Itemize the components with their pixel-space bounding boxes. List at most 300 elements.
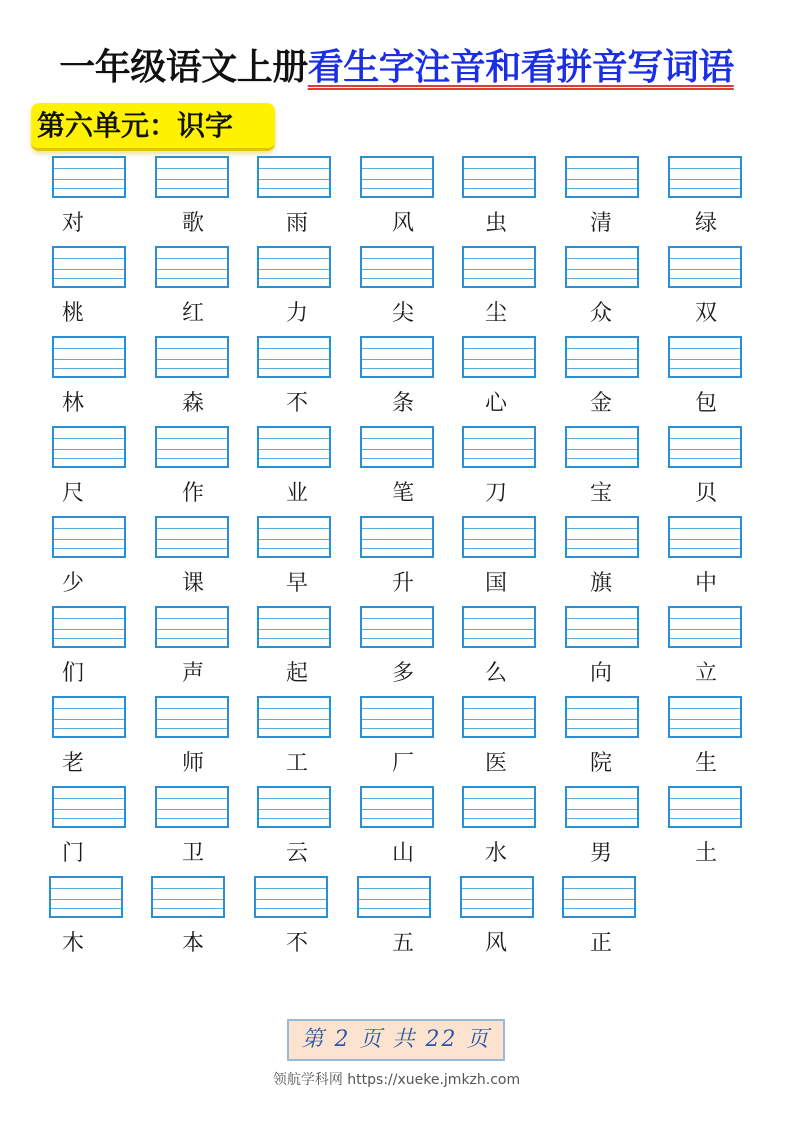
pinyin-box[interactable] xyxy=(357,876,431,918)
pinyin-box[interactable] xyxy=(565,786,639,828)
hanzi-character: 国 xyxy=(484,571,507,596)
pinyin-box[interactable] xyxy=(462,606,536,648)
pinyin-guide-line xyxy=(567,548,637,549)
title-task-part: 看生字注音和看拼音写词语 xyxy=(307,47,734,88)
pinyin-guide-line xyxy=(567,629,637,630)
pinyin-box[interactable] xyxy=(254,876,328,918)
pinyin-guide-line xyxy=(564,888,634,889)
hanzi-character: 作 xyxy=(181,481,204,506)
pinyin-box[interactable] xyxy=(668,246,742,288)
pinyin-guide-line xyxy=(362,638,432,639)
pinyin-box[interactable] xyxy=(151,876,225,918)
hanzi-character: 立 xyxy=(694,661,717,686)
pinyin-guide-line xyxy=(670,449,740,450)
pinyin-guide-line xyxy=(157,359,227,360)
pinyin-guide-line xyxy=(54,368,124,369)
hanzi-character: 风 xyxy=(391,211,414,236)
pinyin-box[interactable] xyxy=(257,246,331,288)
pinyin-guide-line xyxy=(362,809,432,810)
pinyin-guide-line xyxy=(157,719,227,720)
pinyin-guide-line xyxy=(362,629,432,630)
pinyin-box[interactable] xyxy=(360,336,434,378)
pinyin-box[interactable] xyxy=(257,786,331,828)
pinyin-guide-line xyxy=(259,809,329,810)
pinyin-box[interactable] xyxy=(52,336,126,378)
pinyin-guide-line xyxy=(362,618,432,619)
pinyin-guide-line xyxy=(157,638,227,639)
pinyin-box[interactable] xyxy=(360,156,434,198)
title-grade-part: 一年级语文上册 xyxy=(59,47,308,88)
source-footer: 领航学科网 https://xueke.jmkzh.com xyxy=(272,1072,521,1088)
pinyin-guide-line xyxy=(464,818,534,819)
pinyin-guide-line xyxy=(362,719,432,720)
hanzi-character: 土 xyxy=(694,841,717,866)
hanzi-character: 课 xyxy=(181,571,204,596)
pinyin-guide-line xyxy=(567,348,637,349)
page-indicator: 第 2 页 共 22 页 xyxy=(287,1019,505,1061)
pinyin-guide-line xyxy=(259,798,329,799)
pinyin-guide-line xyxy=(670,638,740,639)
pinyin-guide-line xyxy=(54,638,124,639)
pinyin-guide-line xyxy=(256,908,326,909)
hanzi-character: 生 xyxy=(694,751,717,776)
hanzi-character: 刀 xyxy=(484,481,507,506)
pinyin-guide-line xyxy=(464,359,534,360)
pinyin-box[interactable] xyxy=(565,246,639,288)
pinyin-guide-line xyxy=(670,629,740,630)
pinyin-box[interactable] xyxy=(155,696,229,738)
hanzi-character: 桃 xyxy=(61,301,84,326)
pinyin-guide-line xyxy=(157,348,227,349)
pinyin-box[interactable] xyxy=(462,426,536,468)
pinyin-guide-line xyxy=(259,168,329,169)
pinyin-guide-line xyxy=(54,539,124,540)
hanzi-character: 男 xyxy=(589,841,612,866)
pinyin-guide-line xyxy=(464,629,534,630)
pinyin-guide-line xyxy=(462,888,532,889)
pinyin-box[interactable] xyxy=(49,876,123,918)
pinyin-guide-line xyxy=(54,548,124,549)
hanzi-character: 绿 xyxy=(694,211,717,236)
hanzi-character: 门 xyxy=(61,841,84,866)
pinyin-guide-line xyxy=(567,359,637,360)
pinyin-guide-line xyxy=(670,719,740,720)
pinyin-box[interactable] xyxy=(565,426,639,468)
pinyin-box[interactable] xyxy=(52,246,126,288)
pinyin-guide-line xyxy=(157,449,227,450)
pinyin-guide-line xyxy=(259,449,329,450)
pinyin-guide-line xyxy=(362,458,432,459)
pinyin-guide-line xyxy=(256,899,326,900)
pinyin-box[interactable] xyxy=(668,426,742,468)
pinyin-guide-line xyxy=(54,168,124,169)
pinyin-guide-line xyxy=(54,359,124,360)
pinyin-guide-line xyxy=(259,618,329,619)
hanzi-character: 起 xyxy=(285,661,308,686)
pinyin-guide-line xyxy=(462,899,532,900)
pinyin-guide-line xyxy=(670,728,740,729)
pinyin-box[interactable] xyxy=(52,696,126,738)
pinyin-guide-line xyxy=(567,528,637,529)
pinyin-box[interactable] xyxy=(668,606,742,648)
pinyin-guide-line xyxy=(464,708,534,709)
pinyin-box[interactable] xyxy=(52,606,126,648)
hanzi-character: 金 xyxy=(589,391,612,416)
hanzi-character: 尖 xyxy=(391,301,414,326)
pinyin-guide-line xyxy=(51,908,121,909)
pinyin-guide-line xyxy=(670,798,740,799)
pinyin-guide-line xyxy=(157,179,227,180)
hanzi-character: 卫 xyxy=(181,841,204,866)
pinyin-box[interactable] xyxy=(668,516,742,558)
pinyin-guide-line xyxy=(362,449,432,450)
pinyin-guide-line xyxy=(153,888,223,889)
pinyin-guide-line xyxy=(157,368,227,369)
pinyin-guide-line xyxy=(670,458,740,459)
hanzi-character: 正 xyxy=(589,931,612,956)
pinyin-guide-line xyxy=(359,899,429,900)
hanzi-character: 么 xyxy=(484,661,507,686)
pinyin-guide-line xyxy=(359,908,429,909)
pinyin-guide-line xyxy=(54,798,124,799)
pinyin-box[interactable] xyxy=(668,696,742,738)
pinyin-guide-line xyxy=(362,438,432,439)
pinyin-box[interactable] xyxy=(155,426,229,468)
pinyin-guide-line xyxy=(567,179,637,180)
pinyin-guide-line xyxy=(259,179,329,180)
pinyin-box[interactable] xyxy=(462,246,536,288)
hanzi-character: 众 xyxy=(589,301,612,326)
pinyin-guide-line xyxy=(567,728,637,729)
pinyin-guide-line xyxy=(157,188,227,189)
pinyin-guide-line xyxy=(464,368,534,369)
pinyin-guide-line xyxy=(259,728,329,729)
hanzi-character: 贝 xyxy=(694,481,717,506)
pinyin-guide-line xyxy=(362,278,432,279)
pinyin-guide-line xyxy=(157,258,227,259)
pinyin-guide-line xyxy=(157,269,227,270)
pinyin-box[interactable] xyxy=(565,696,639,738)
pinyin-guide-line xyxy=(153,908,223,909)
pinyin-guide-line xyxy=(362,258,432,259)
pinyin-guide-line xyxy=(670,708,740,709)
pinyin-guide-line xyxy=(359,888,429,889)
pinyin-guide-line xyxy=(259,269,329,270)
pinyin-guide-line xyxy=(259,438,329,439)
hanzi-character: 宝 xyxy=(589,481,612,506)
hanzi-character: 林 xyxy=(61,391,84,416)
pinyin-box[interactable] xyxy=(462,156,536,198)
pinyin-box[interactable] xyxy=(565,516,639,558)
hanzi-character: 不 xyxy=(285,931,308,956)
pinyin-guide-line xyxy=(259,258,329,259)
pinyin-guide-line xyxy=(362,539,432,540)
pinyin-guide-line xyxy=(54,818,124,819)
hanzi-character: 力 xyxy=(285,301,308,326)
pinyin-guide-line xyxy=(670,438,740,439)
pinyin-box[interactable] xyxy=(52,786,126,828)
pinyin-guide-line xyxy=(362,708,432,709)
hanzi-character: 早 xyxy=(285,571,308,596)
pinyin-guide-line xyxy=(362,179,432,180)
pinyin-guide-line xyxy=(157,809,227,810)
pinyin-guide-line xyxy=(567,438,637,439)
pinyin-guide-line xyxy=(54,528,124,529)
pinyin-guide-line xyxy=(362,168,432,169)
pinyin-guide-line xyxy=(567,618,637,619)
pinyin-guide-line xyxy=(670,548,740,549)
pinyin-guide-line xyxy=(567,188,637,189)
pinyin-guide-line xyxy=(670,348,740,349)
pinyin-guide-line xyxy=(157,629,227,630)
pinyin-box[interactable] xyxy=(460,876,534,918)
pinyin-guide-line xyxy=(670,278,740,279)
pinyin-guide-line xyxy=(670,168,740,169)
pinyin-guide-line xyxy=(670,809,740,810)
hanzi-character: 师 xyxy=(181,751,204,776)
hanzi-character: 本 xyxy=(181,931,204,956)
pinyin-guide-line xyxy=(259,458,329,459)
pinyin-guide-line xyxy=(259,348,329,349)
pinyin-box[interactable] xyxy=(360,516,434,558)
pinyin-box[interactable] xyxy=(257,696,331,738)
pinyin-guide-line xyxy=(670,528,740,529)
pinyin-guide-line xyxy=(157,528,227,529)
pinyin-guide-line xyxy=(464,548,534,549)
hanzi-character: 们 xyxy=(61,661,84,686)
pinyin-box[interactable] xyxy=(668,786,742,828)
pinyin-box[interactable] xyxy=(462,516,536,558)
pinyin-guide-line xyxy=(259,539,329,540)
pinyin-guide-line xyxy=(567,458,637,459)
pinyin-guide-line xyxy=(567,638,637,639)
pinyin-box[interactable] xyxy=(462,696,536,738)
pinyin-box[interactable] xyxy=(668,336,742,378)
pinyin-guide-line xyxy=(157,168,227,169)
hanzi-character: 旗 xyxy=(589,571,612,596)
pinyin-box[interactable] xyxy=(257,516,331,558)
pinyin-box[interactable] xyxy=(52,156,126,198)
pinyin-guide-line xyxy=(464,438,534,439)
pinyin-box[interactable] xyxy=(565,606,639,648)
pinyin-guide-line xyxy=(259,818,329,819)
pinyin-guide-line xyxy=(54,449,124,450)
pinyin-guide-line xyxy=(464,618,534,619)
pinyin-guide-line xyxy=(157,708,227,709)
hanzi-character: 尘 xyxy=(484,301,507,326)
pinyin-guide-line xyxy=(157,458,227,459)
pinyin-guide-line xyxy=(567,449,637,450)
pinyin-guide-line xyxy=(54,348,124,349)
hanzi-character: 少 xyxy=(61,571,84,596)
hanzi-character: 厂 xyxy=(391,751,414,776)
hanzi-character: 虫 xyxy=(484,211,507,236)
hanzi-character: 医 xyxy=(484,751,507,776)
pinyin-guide-line xyxy=(464,348,534,349)
pinyin-guide-line xyxy=(54,809,124,810)
hanzi-character: 对 xyxy=(61,211,84,236)
pinyin-guide-line xyxy=(464,188,534,189)
hanzi-character: 不 xyxy=(285,391,308,416)
pinyin-guide-line xyxy=(54,188,124,189)
pinyin-guide-line xyxy=(670,179,740,180)
pinyin-guide-line xyxy=(157,728,227,729)
pinyin-box[interactable] xyxy=(360,786,434,828)
pinyin-guide-line xyxy=(54,258,124,259)
pinyin-guide-line xyxy=(259,629,329,630)
hanzi-character: 水 xyxy=(484,841,507,866)
hanzi-character: 森 xyxy=(181,391,204,416)
pinyin-box[interactable] xyxy=(360,426,434,468)
pinyin-box[interactable] xyxy=(155,516,229,558)
pinyin-guide-line xyxy=(362,728,432,729)
pinyin-guide-line xyxy=(567,708,637,709)
pinyin-guide-line xyxy=(670,618,740,619)
pinyin-guide-line xyxy=(54,269,124,270)
hanzi-character: 歌 xyxy=(181,211,204,236)
pinyin-guide-line xyxy=(157,618,227,619)
hanzi-character: 五 xyxy=(391,931,414,956)
pinyin-guide-line xyxy=(464,269,534,270)
hanzi-character: 声 xyxy=(181,661,204,686)
pinyin-guide-line xyxy=(567,798,637,799)
pinyin-guide-line xyxy=(464,798,534,799)
pinyin-box[interactable] xyxy=(52,426,126,468)
pinyin-box[interactable] xyxy=(155,336,229,378)
pinyin-guide-line xyxy=(54,278,124,279)
pinyin-guide-line xyxy=(464,809,534,810)
hanzi-character: 老 xyxy=(61,751,84,776)
pinyin-guide-line xyxy=(259,278,329,279)
pinyin-guide-line xyxy=(54,708,124,709)
hanzi-character: 风 xyxy=(484,931,507,956)
pinyin-guide-line xyxy=(462,908,532,909)
pinyin-guide-line xyxy=(567,539,637,540)
hanzi-character: 条 xyxy=(391,391,414,416)
pinyin-box[interactable] xyxy=(462,786,536,828)
pinyin-box[interactable] xyxy=(155,246,229,288)
pinyin-guide-line xyxy=(670,818,740,819)
pinyin-guide-line xyxy=(670,359,740,360)
hanzi-character: 尺 xyxy=(61,481,84,506)
pinyin-guide-line xyxy=(259,548,329,549)
hanzi-character: 中 xyxy=(694,571,717,596)
pinyin-guide-line xyxy=(54,618,124,619)
pinyin-guide-line xyxy=(567,269,637,270)
pinyin-guide-line xyxy=(157,798,227,799)
pinyin-guide-line xyxy=(567,258,637,259)
pinyin-guide-line xyxy=(259,708,329,709)
pinyin-box[interactable] xyxy=(155,786,229,828)
pinyin-guide-line xyxy=(670,539,740,540)
pinyin-guide-line xyxy=(567,809,637,810)
pinyin-guide-line xyxy=(259,719,329,720)
pinyin-guide-line xyxy=(567,368,637,369)
pinyin-box[interactable] xyxy=(360,696,434,738)
pinyin-box[interactable] xyxy=(155,606,229,648)
hanzi-character: 红 xyxy=(181,301,204,326)
pinyin-guide-line xyxy=(362,269,432,270)
pinyin-guide-line xyxy=(464,168,534,169)
hanzi-character: 向 xyxy=(589,661,612,686)
pinyin-box[interactable] xyxy=(257,336,331,378)
pinyin-guide-line xyxy=(157,438,227,439)
pinyin-guide-line xyxy=(464,539,534,540)
hanzi-character: 院 xyxy=(589,751,612,776)
pinyin-guide-line xyxy=(362,528,432,529)
pinyin-guide-line xyxy=(51,899,121,900)
pinyin-box[interactable] xyxy=(462,336,536,378)
pinyin-guide-line xyxy=(362,548,432,549)
pinyin-guide-line xyxy=(157,278,227,279)
pinyin-guide-line xyxy=(259,638,329,639)
pinyin-guide-line xyxy=(259,368,329,369)
hanzi-character: 山 xyxy=(391,841,414,866)
pinyin-guide-line xyxy=(362,359,432,360)
pinyin-guide-line xyxy=(259,528,329,529)
pinyin-box[interactable] xyxy=(257,156,331,198)
pinyin-guide-line xyxy=(362,348,432,349)
pinyin-guide-line xyxy=(564,899,634,900)
pinyin-box[interactable] xyxy=(360,606,434,648)
unit-badge: 第六单元：识字 xyxy=(31,103,275,151)
pinyin-box[interactable] xyxy=(52,516,126,558)
pinyin-box[interactable] xyxy=(257,426,331,468)
hanzi-character: 清 xyxy=(589,211,612,236)
pinyin-guide-line xyxy=(464,728,534,729)
pinyin-guide-line xyxy=(51,888,121,889)
pinyin-guide-line xyxy=(259,359,329,360)
hanzi-character: 雨 xyxy=(285,211,308,236)
pinyin-box[interactable] xyxy=(668,156,742,198)
pinyin-guide-line xyxy=(464,449,534,450)
pinyin-guide-line xyxy=(670,258,740,259)
pinyin-guide-line xyxy=(157,818,227,819)
pinyin-box[interactable] xyxy=(565,336,639,378)
pinyin-guide-line xyxy=(464,719,534,720)
pinyin-guide-line xyxy=(362,798,432,799)
pinyin-guide-line xyxy=(464,179,534,180)
hanzi-character: 笔 xyxy=(391,481,414,506)
pinyin-guide-line xyxy=(670,269,740,270)
hanzi-character: 云 xyxy=(285,841,308,866)
hanzi-character: 包 xyxy=(694,391,717,416)
pinyin-guide-line xyxy=(567,719,637,720)
pinyin-guide-line xyxy=(670,368,740,369)
pinyin-guide-line xyxy=(54,629,124,630)
pinyin-guide-line xyxy=(464,458,534,459)
pinyin-guide-line xyxy=(567,168,637,169)
pinyin-guide-line xyxy=(464,278,534,279)
pinyin-box[interactable] xyxy=(155,156,229,198)
pinyin-box[interactable] xyxy=(565,156,639,198)
pinyin-guide-line xyxy=(567,818,637,819)
hanzi-character: 木 xyxy=(61,931,84,956)
hanzi-character: 心 xyxy=(484,391,507,416)
pinyin-guide-line xyxy=(54,458,124,459)
pinyin-guide-line xyxy=(362,188,432,189)
pinyin-guide-line xyxy=(54,719,124,720)
pinyin-box[interactable] xyxy=(562,876,636,918)
pinyin-guide-line xyxy=(362,368,432,369)
hanzi-character: 工 xyxy=(285,751,308,776)
hanzi-character: 业 xyxy=(285,481,308,506)
pinyin-guide-line xyxy=(362,818,432,819)
hanzi-character: 升 xyxy=(391,571,414,596)
pinyin-guide-line xyxy=(54,728,124,729)
pinyin-box[interactable] xyxy=(360,246,434,288)
pinyin-box[interactable] xyxy=(257,606,331,648)
